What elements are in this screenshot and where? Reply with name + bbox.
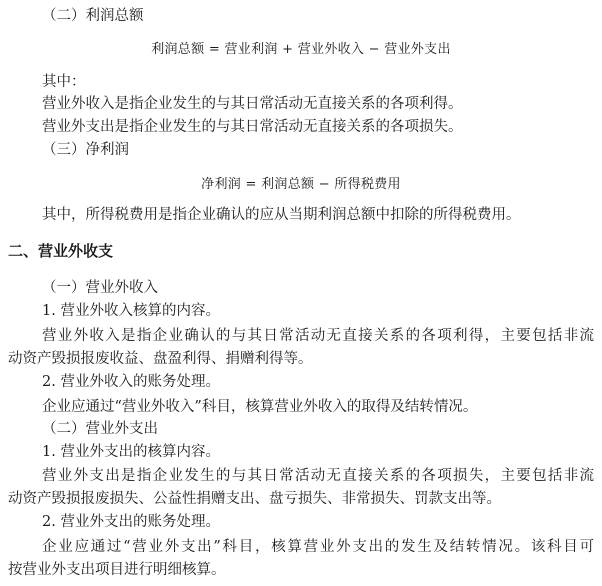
section-heading-net-profit: （三）净利润 [42, 142, 129, 158]
paragraph-income-tax: 其中，所得税费用是指企业确认的应从当期利润总额中扣除的所得税费用。 [42, 207, 521, 223]
paragraph-income-accounting: 企业应通过“营业外收入”科目，核算营业外收入的取得及结转情况。 [42, 399, 478, 415]
part-title-nonoperating: 二、营业外收支 [8, 242, 114, 260]
paragraph-expense-content-1: 营业外支出是指企业发生的与其日常活动无直接关系的各项损失，主要包括非流 [42, 468, 594, 484]
item-title-income-content: 1. 营业外收入核算的内容。 [42, 303, 220, 319]
subheading-nonoperating-income: （一）营业外收入 [42, 280, 158, 296]
paragraph-nonoperating-income-def: 营业外收入是指企业发生的与其日常活动无直接关系的各项利得。 [42, 96, 463, 112]
paragraph-expense-accounting-1: 企业应通过“营业外支出”科目，核算营业外支出的发生及结转情况。该科目可 [42, 539, 594, 555]
subheading-nonoperating-expense: （二）营业外支出 [42, 421, 158, 437]
item-title-expense-content: 1. 营业外支出的核算内容。 [42, 444, 220, 460]
paragraph-expense-accounting-2: 按营业外支出项目进行明细核算。 [8, 562, 226, 578]
paragraph-income-content-2: 动资产毁损报废收益、盘盈利得、捐赠利得等。 [8, 351, 313, 367]
paragraph-nonoperating-expense-def: 营业外支出是指企业发生的与其日常活动无直接关系的各项损失。 [42, 119, 463, 135]
paragraph-income-content-1: 营业外收入是指企业确认的与其日常活动无直接关系的各项利得，主要包括非流 [42, 328, 594, 344]
paragraph-expense-content-2: 动资产毁损报废损失、公益性捐赠支出、盘亏损失、非常损失、罚款支出等。 [8, 491, 501, 507]
formula-net-profit: 净利润 = 利润总额 − 所得税费用 [201, 177, 401, 192]
intro-text: 其中： [42, 74, 86, 90]
item-title-expense-accounting: 2. 营业外支出的账务处理。 [42, 514, 220, 530]
formula-profit-total: 利润总额 = 营业利润 + 营业外收入 − 营业外支出 [151, 42, 451, 57]
section-heading-profit-total: （二）利润总额 [42, 8, 144, 24]
item-title-income-accounting: 2. 营业外收入的账务处理。 [42, 374, 220, 390]
